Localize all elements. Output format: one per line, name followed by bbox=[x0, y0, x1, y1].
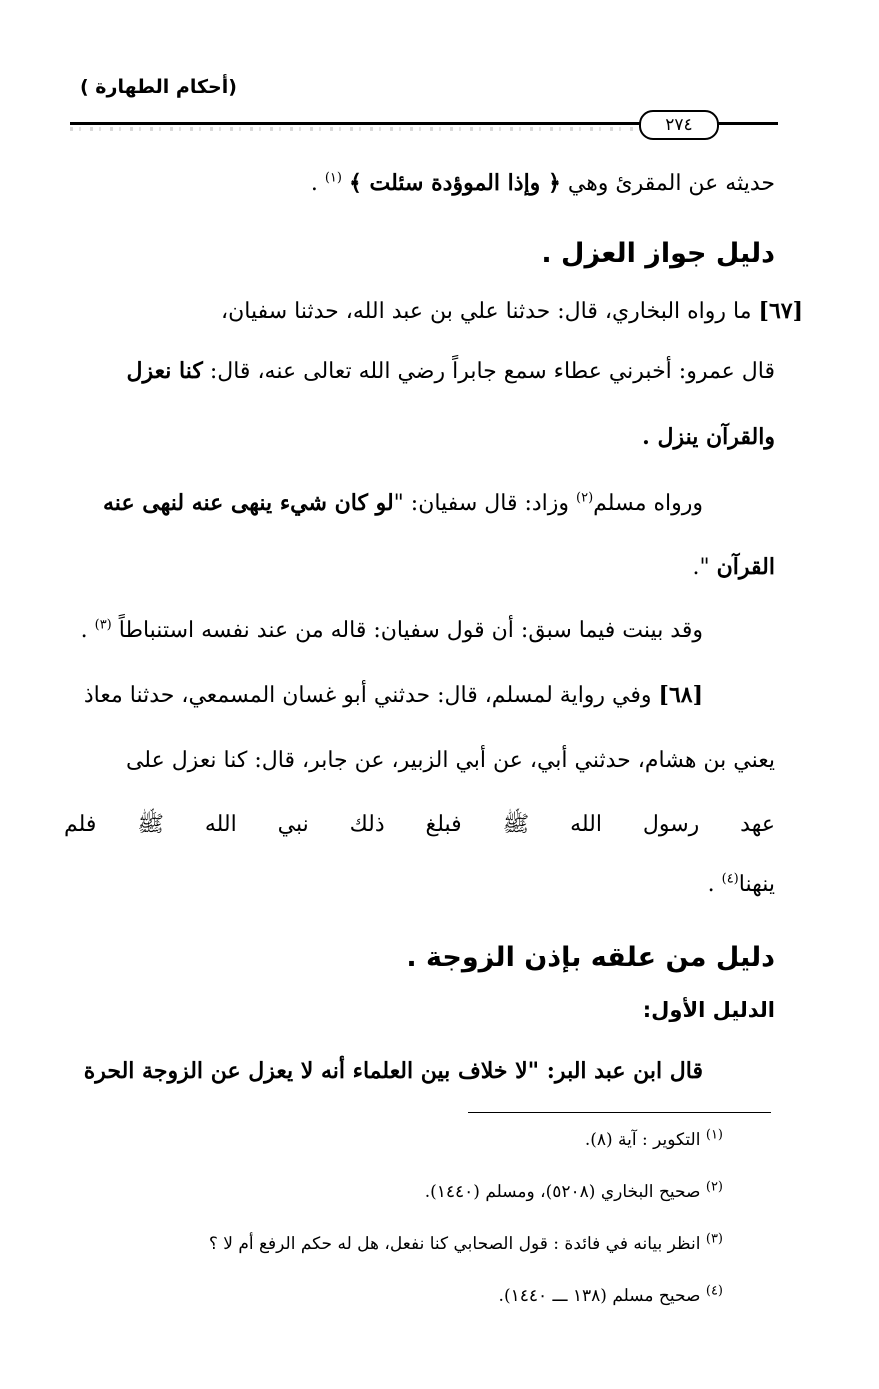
text-line bbox=[64, 168, 775, 199]
footnote-number: (٤) bbox=[705, 1283, 723, 1299]
footnote-number: (٢) bbox=[705, 1179, 723, 1195]
footnote bbox=[425, 1180, 723, 1204]
text-line bbox=[64, 870, 775, 900]
bold-quote: كنا نعزل bbox=[126, 358, 203, 384]
footnote-ref: (٢) bbox=[576, 490, 594, 506]
footnote-text: صحيح مسلم (١٣٨ ـــ ١٤٤٠). bbox=[498, 1286, 706, 1306]
header-rule bbox=[70, 122, 640, 125]
footnote-text: التكوير : آية (٨). bbox=[584, 1130, 706, 1150]
scan-noise bbox=[70, 127, 640, 131]
bold-quote: لو كان شيء ينهى عنه لنهى عنه bbox=[103, 490, 394, 516]
bold-quote: والقرآن ينزل . bbox=[642, 424, 775, 450]
footnote-text: انظر بيانه في فائدة : قول الصحابي كنا نفعل، هل له حكم الرفع أم لا ؟ bbox=[208, 1234, 706, 1254]
text-segment: ما رواه البخاري، قال: حدثنا علي بن عبد الله، حدثنا سفيان، bbox=[220, 299, 759, 324]
bold-quote: قال ابن عبد البر: "لا خلاف بين العلماء أنه لا يعزل عن الزوجة الحرة bbox=[83, 1058, 703, 1084]
text-segment: يعني بن هشام، حدثني أبي، عن أبي الزبير، عن جابر، قال: كنا نعزل على bbox=[125, 748, 775, 773]
section-heading: دليل من علقه بإذن الزوجة . bbox=[406, 942, 775, 973]
text-line bbox=[64, 1056, 703, 1087]
running-title: (أحكام الطهارة ) bbox=[80, 76, 237, 98]
bold-quote: القرآن bbox=[716, 554, 775, 580]
text-line bbox=[64, 552, 775, 583]
page-number: ٢٧٤ bbox=[639, 110, 719, 140]
footnote-ref: (٤) bbox=[721, 871, 739, 887]
footnote-ref: (٣) bbox=[94, 617, 112, 633]
text-segment: ينهنا bbox=[738, 872, 775, 897]
text-segment: . bbox=[310, 171, 325, 196]
text-segment: وفي رواية لمسلم، قال: حدثني أبو غسان المسمعي، حدثنا معاذ bbox=[83, 683, 659, 708]
footnote bbox=[209, 1232, 723, 1256]
text-line bbox=[64, 616, 703, 646]
text-segment: قال عمرو: أخبرني عطاء سمع جابراً رضي الله تعالى عنه، قال: bbox=[202, 359, 775, 384]
text-segment: . bbox=[707, 872, 722, 897]
hadith-number: [٦٨] bbox=[658, 682, 703, 708]
footnote-number: (٣) bbox=[705, 1231, 723, 1247]
sub-heading: الدليل الأول: bbox=[642, 998, 775, 1022]
text-line bbox=[64, 488, 703, 519]
footnote-separator bbox=[468, 1112, 771, 1113]
text-segment: عهد رسول الله ﷺ فبلغ ذلك نبي الله ﷺ فلم bbox=[64, 812, 775, 837]
text-line bbox=[64, 746, 775, 776]
text-line bbox=[64, 422, 775, 453]
footnote-text: صحيح البخاري (٥٢٠٨)، ومسلم (١٤٤٠). bbox=[424, 1182, 706, 1202]
footnote-number: (١) bbox=[705, 1127, 723, 1143]
text-segment: وزاد: قال سفيان: " bbox=[393, 491, 577, 516]
footnote-ref: (١) bbox=[324, 170, 342, 186]
section-heading: دليل جواز العزل . bbox=[541, 238, 775, 269]
header-rule-right bbox=[716, 122, 778, 125]
footnote bbox=[499, 1284, 723, 1308]
text-line bbox=[64, 296, 803, 327]
text-line bbox=[64, 356, 775, 387]
footnote bbox=[585, 1128, 723, 1152]
hadith-number: [٦٧] bbox=[758, 298, 803, 324]
text-segment: ". bbox=[692, 555, 717, 580]
text-line bbox=[64, 680, 703, 711]
text-segment: وقد بينت فيما سبق: أن قول سفيان: قاله من عند نفسه استنباطاً bbox=[118, 618, 703, 643]
text-segment: حديثه عن المقرئ وهي bbox=[560, 171, 775, 196]
text-segment: . bbox=[80, 618, 95, 643]
text-segment: ورواه مسلم bbox=[593, 491, 703, 516]
text-line-justified bbox=[64, 810, 775, 840]
quran-quote: ﴿ وإذا الموؤدة سئلت ﴾ bbox=[348, 170, 561, 196]
